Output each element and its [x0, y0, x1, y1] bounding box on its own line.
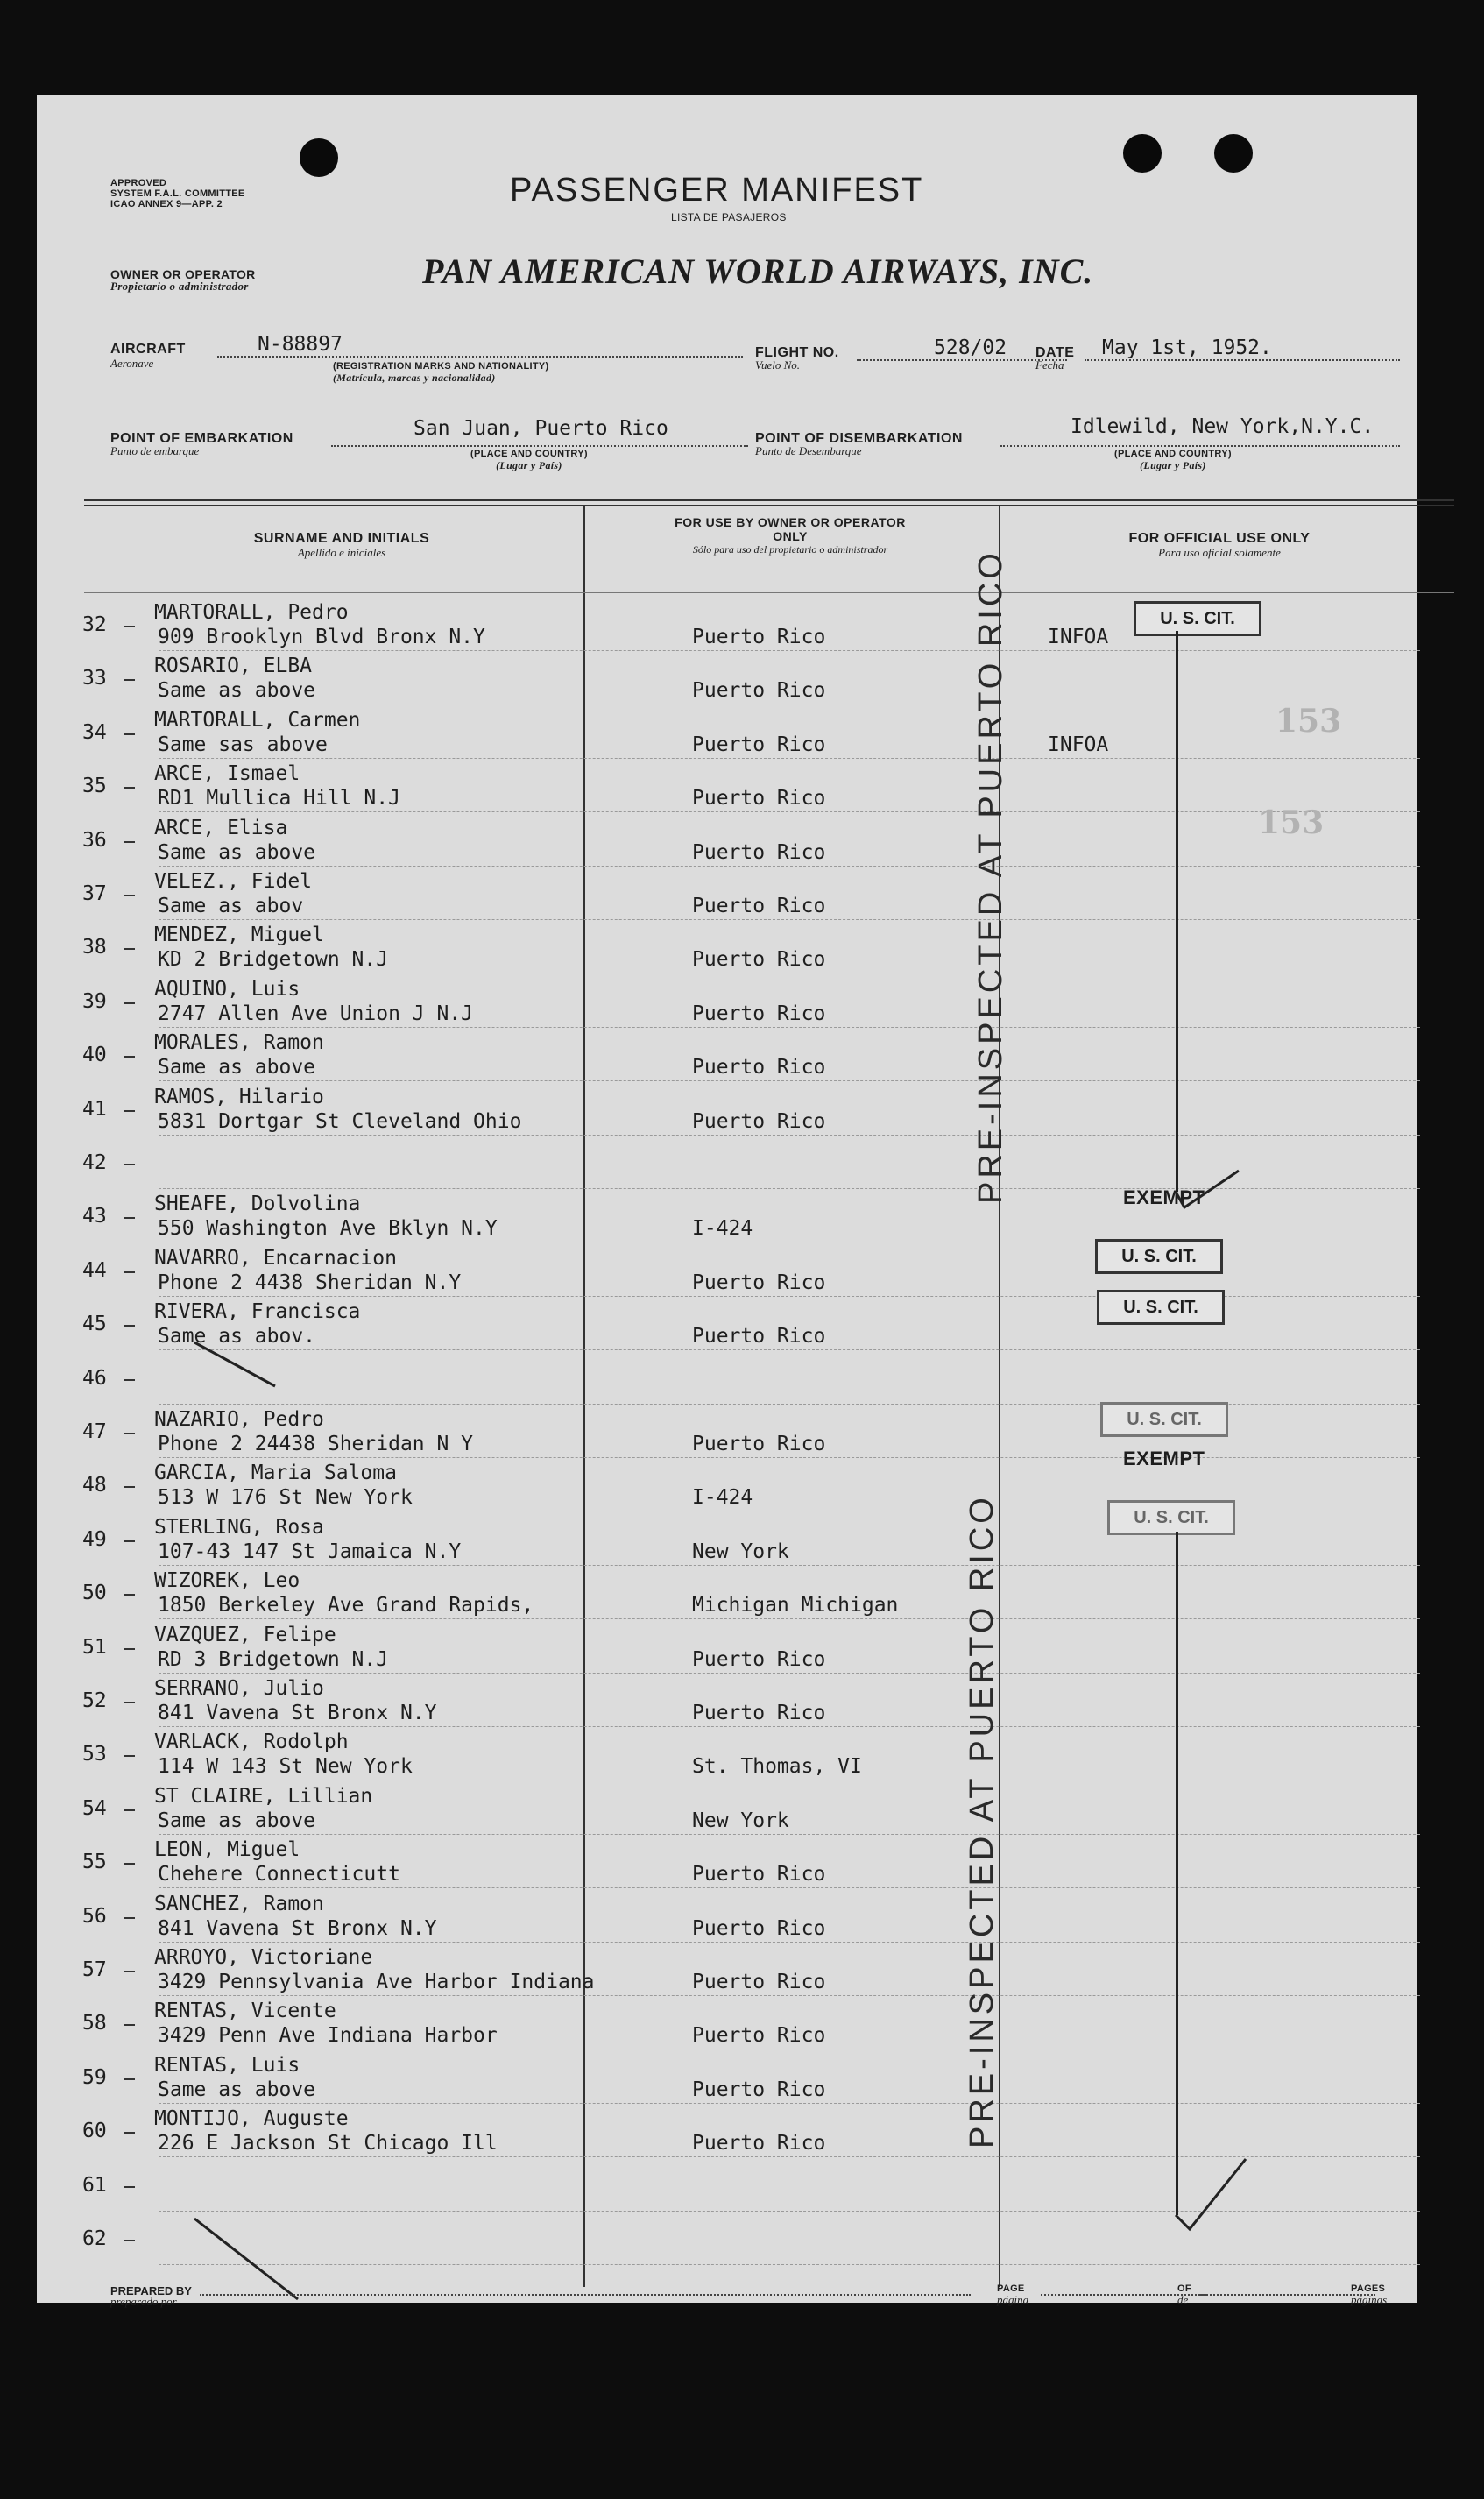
row-number: 44 [82, 1259, 107, 1282]
official-note: INFOA [1048, 733, 1109, 756]
exempt-stamp-2: EXEMPT [1123, 1448, 1205, 1469]
passenger-name: VELEZ., Fidel [154, 870, 313, 893]
row-number: 62 [82, 2227, 107, 2250]
owner-label-en: OWNER OR OPERATOR [110, 267, 256, 281]
pages-label: PAGES [1351, 2283, 1386, 2294]
destination: New York [692, 1540, 789, 1563]
us-cit-stamp-1: U. S. CIT. [1134, 601, 1261, 636]
row-number: 47 [82, 1420, 107, 1443]
passenger-address: Phone 2 24438 Sheridan N Y [158, 1433, 474, 1455]
passenger-address: Same as above [158, 1809, 316, 1832]
destination: Puerto Rico [692, 1056, 826, 1079]
destination: Puerto Rico [692, 1002, 826, 1025]
destination: Puerto Rico [692, 679, 826, 702]
destination: Puerto Rico [692, 1325, 826, 1348]
flight-label: FLIGHT NO. [755, 345, 839, 360]
aircraft-label: AIRCRAFT [110, 342, 186, 357]
aircraft-label-es: Aeronave [110, 357, 154, 370]
passenger-name: MONTIJO, Auguste [154, 2107, 349, 2130]
passenger-address: 107-43 147 St Jamaica N.Y [158, 1540, 462, 1563]
passenger-name: RENTAS, Luis [154, 2054, 300, 2077]
registration-note-en: (REGISTRATION MARKS AND NATIONALITY) [333, 361, 549, 372]
destination: Puerto Rico [692, 787, 826, 810]
destination: St. Thomas, VI [692, 1755, 862, 1778]
us-cit-stamp-3: U. S. CIT. [1097, 1290, 1225, 1325]
destination: Puerto Rico [692, 2078, 826, 2101]
passenger-name: ROSARIO, ELBA [154, 655, 313, 677]
destination: Puerto Rico [692, 1702, 826, 1724]
col2-header-es: Sólo para uso del propietario o administrador [692, 543, 888, 556]
owner-label-es: Propietario o administrador [110, 280, 249, 293]
disembark-value: Idlewild, New York,N.Y.C. [1071, 415, 1374, 438]
passenger-name: RIVERA, Francisca [154, 1300, 361, 1323]
row-number: 50 [82, 1582, 107, 1604]
passenger-address: 3429 Pennsylvania Ave Harbor Indiana [158, 1971, 595, 1993]
destination: New York [692, 1809, 789, 1832]
passenger-address: Same as above [158, 679, 316, 702]
row-number: 56 [82, 1905, 107, 1928]
passenger-address: 5831 Dortgar St Cleveland Ohio [158, 1110, 522, 1133]
passenger-name: MORALES, Ramon [154, 1031, 324, 1054]
destination: I-424 [692, 1217, 753, 1240]
passenger-name: STERLING, Rosa [154, 1516, 324, 1539]
cancel-stroke-1 [194, 1342, 275, 1386]
passenger-address: Phone 2 4438 Sheridan N.Y [158, 1271, 462, 1294]
col1-header-en: SURNAME AND INITIALS [253, 531, 430, 546]
passenger-name: ARCE, Ismael [154, 762, 300, 785]
passenger-name: NAZARIO, Pedro [154, 1408, 324, 1431]
preinspected-stamp-1: PRE-INSPECTED AT PUERTO RICO [972, 549, 1009, 1204]
row-number: 58 [82, 2012, 107, 2035]
destination: Puerto Rico [692, 1433, 826, 1455]
passenger-address: 550 Washington Ave Bklyn N.Y [158, 1217, 498, 1240]
destination: Puerto Rico [692, 841, 826, 864]
passenger-name: GARCIA, Maria Saloma [154, 1462, 397, 1484]
disembark-label: POINT OF DISEMBARKATION [755, 431, 963, 446]
passenger-name: ARROYO, Victoriane [154, 1946, 373, 1969]
destination: Puerto Rico [692, 626, 826, 648]
passenger-name: RENTAS, Vicente [154, 2000, 336, 2022]
passenger-address: 1850 Berkeley Ave Grand Rapids, [158, 1594, 534, 1617]
us-cit-stamp-5: U. S. CIT. [1107, 1500, 1235, 1535]
destination: Puerto Rico [692, 2024, 826, 2047]
of-label: OF [1177, 2283, 1191, 2294]
passenger-name: AQUINO, Luis [154, 978, 300, 1001]
passenger-address: 3429 Penn Ave Indiana Harbor [158, 2024, 498, 2047]
row-number: 41 [82, 1098, 107, 1121]
row-number: 45 [82, 1313, 107, 1335]
destination: I-424 [692, 1486, 753, 1509]
page-label-es: página [997, 2293, 1029, 2306]
passenger-address: 114 W 143 St New York [158, 1755, 413, 1778]
exempt-stamp-1: EXEMPT [1123, 1186, 1205, 1208]
destination: Puerto Rico [692, 733, 826, 756]
row-number: 43 [82, 1205, 107, 1228]
passenger-address: Same as above [158, 2078, 316, 2101]
passenger-name: ST CLAIRE, Lillian [154, 1785, 373, 1808]
of-label-es: de [1177, 2293, 1189, 2306]
row-number: 46 [82, 1367, 107, 1390]
row-number: 59 [82, 2066, 107, 2089]
passenger-address: Same as above [158, 841, 316, 864]
row-number: 54 [82, 1797, 107, 1820]
passenger-name: SANCHEZ, Ramon [154, 1893, 324, 1915]
col3-header-en: FOR OFFICIAL USE ONLY [1128, 531, 1311, 546]
passenger-name: NAVARRO, Encarnacion [154, 1247, 397, 1270]
code-153-1: 153 [1276, 703, 1342, 740]
row-number: 55 [82, 1851, 107, 1873]
row-number: 34 [82, 721, 107, 744]
passenger-name: WIZOREK, Leo [154, 1569, 300, 1592]
row-number: 52 [82, 1689, 107, 1712]
passenger-name: MARTORALL, Pedro [154, 601, 349, 624]
disembark-place-note-es: (Lugar y País) [1140, 459, 1206, 471]
passenger-name: MARTORALL, Carmen [154, 709, 361, 732]
disembark-label-es: Punto de Desembarque [755, 444, 862, 457]
row-number: 51 [82, 1636, 107, 1659]
row-number: 35 [82, 775, 107, 797]
passenger-address: 2747 Allen Ave Union J N.J [158, 1002, 474, 1025]
embark-label-es: Punto de embarque [110, 444, 200, 457]
passenger-address: 841 Vavena St Bronx N.Y [158, 1702, 437, 1724]
official-note: INFOA [1048, 626, 1109, 648]
row-number: 61 [82, 2174, 107, 2197]
aircraft-value: N-88897 [258, 333, 343, 356]
destination: Puerto Rico [692, 1271, 826, 1294]
row-number: 40 [82, 1044, 107, 1066]
row-number: 39 [82, 990, 107, 1013]
checkmark-2 [1176, 2159, 1246, 2229]
passenger-name: SHEAFE, Dolvolina [154, 1193, 361, 1215]
airline-name: PAN AMERICAN WORLD AIRWAYS, INC. [422, 251, 1094, 291]
row-number: 49 [82, 1528, 107, 1551]
destination: Puerto Rico [692, 1863, 826, 1886]
row-number: 36 [82, 829, 107, 852]
passenger-address: KD 2 Bridgetown N.J [158, 948, 389, 971]
row-number: 57 [82, 1958, 107, 1981]
us-cit-stamp-2: U. S. CIT. [1095, 1239, 1223, 1274]
passenger-address: 513 W 176 St New York [158, 1486, 413, 1509]
pen-marks [37, 95, 1417, 2303]
passenger-name: RAMOS, Hilario [154, 1086, 324, 1108]
approval-line-1: APPROVED [110, 178, 167, 188]
row-number: 33 [82, 667, 107, 690]
approval-line-3: ICAO ANNEX 9—APP. 2 [110, 199, 223, 209]
passenger-address: 841 Vavena St Bronx N.Y [158, 1917, 437, 1940]
flight-label-es: Vuelo No. [755, 358, 801, 372]
destination: Puerto Rico [692, 895, 826, 917]
passenger-name: VARLACK, Rodolph [154, 1731, 349, 1753]
passenger-address: Same as abov [158, 895, 304, 917]
approval-line-2: SYSTEM F.A.L. COMMITTEE [110, 188, 245, 199]
date-label: DATE [1035, 345, 1075, 360]
passenger-name: MENDEZ, Miguel [154, 924, 324, 946]
row-number: 53 [82, 1743, 107, 1766]
passenger-address: Same as above [158, 1056, 316, 1079]
destination: Puerto Rico [692, 1971, 826, 1993]
embark-label: POINT OF EMBARKATION [110, 431, 293, 446]
destination: Puerto Rico [692, 1917, 826, 1940]
destination: Puerto Rico [692, 1648, 826, 1671]
passenger-address: Same sas above [158, 733, 328, 756]
prepared-by-label: PREPARED BY [110, 2284, 192, 2297]
destination: Michigan Michigan [692, 1594, 899, 1617]
manifest-sheet [37, 95, 1417, 2308]
col2-header-en: FOR USE BY OWNER OR OPERATOR ONLY [675, 515, 906, 543]
row-number: 42 [82, 1151, 107, 1174]
row-number: 37 [82, 882, 107, 905]
cancel-stroke-2 [194, 2219, 298, 2299]
flight-value: 528/02 [934, 336, 1007, 359]
page-title: PASSENGER MANIFEST [510, 172, 924, 209]
registration-note-es: (Matrícula, marcas y nacionalidad) [333, 372, 496, 384]
row-number: 38 [82, 936, 107, 959]
passenger-address: RD1 Mullica Hill N.J [158, 787, 400, 810]
passenger-name: VAZQUEZ, Felipe [154, 1624, 336, 1646]
date-value: May 1st, 1952. [1102, 336, 1272, 359]
row-number: 32 [82, 613, 107, 636]
embark-place-note-es: (Lugar y País) [496, 459, 562, 471]
passenger-name: SERRANO, Julio [154, 1677, 324, 1700]
passenger-address: Same as abov. [158, 1325, 316, 1348]
destination: Puerto Rico [692, 948, 826, 971]
date-label-es: Fecha [1035, 358, 1064, 372]
passenger-address: 909 Brooklyn Blvd Bronx N.Y [158, 626, 485, 648]
pages-label-es: páginas [1351, 2293, 1388, 2306]
code-153-2: 153 [1258, 804, 1325, 841]
embark-value: San Juan, Puerto Rico [413, 417, 668, 440]
passenger-name: ARCE, Elisa [154, 817, 288, 839]
prepared-by-label-es: preparado por [110, 2295, 177, 2308]
embark-place-note-en: (PLACE AND COUNTRY) [470, 449, 588, 459]
preinspected-stamp-2: PRE-INSPECTED AT PUERTO RICO [964, 1494, 1000, 2149]
disembark-place-note-en: (PLACE AND COUNTRY) [1114, 449, 1232, 459]
row-number: 48 [82, 1474, 107, 1497]
destination: Puerto Rico [692, 1110, 826, 1133]
passenger-address: 226 E Jackson St Chicago Ill [158, 2132, 498, 2155]
passenger-name: LEON, Miguel [154, 1838, 300, 1861]
us-cit-stamp-4: U. S. CIT. [1100, 1402, 1228, 1437]
page-label: PAGE [997, 2283, 1025, 2294]
destination: Puerto Rico [692, 2132, 826, 2155]
col1-header-es: Apellido e iniciales [297, 546, 386, 559]
page-subtitle: LISTA DE PASAJEROS [671, 211, 787, 223]
checkmark-1 [1176, 1171, 1239, 1207]
row-number: 60 [82, 2120, 107, 2142]
passenger-address: Chehere Connecticutt [158, 1863, 400, 1886]
passenger-address: RD 3 Bridgetown N.J [158, 1648, 389, 1671]
col3-header-es: Para uso oficial solamente [1158, 546, 1281, 559]
